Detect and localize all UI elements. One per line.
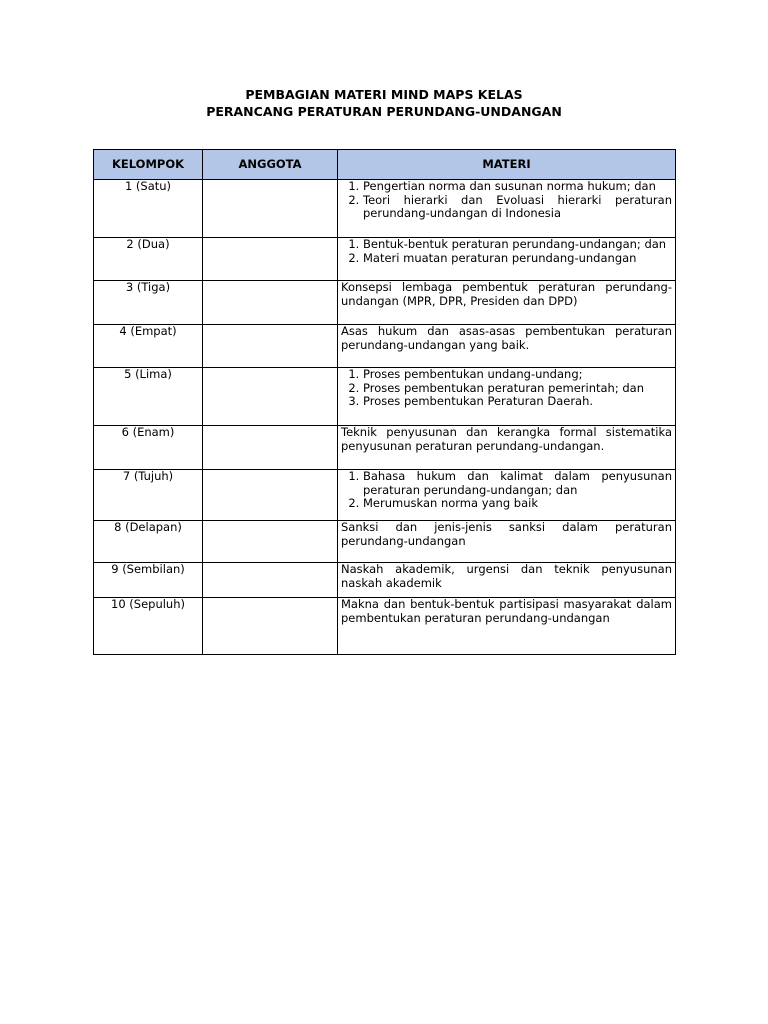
kelompok-cell: 4 (Empat) [94,325,203,368]
list-item: 2. Merumuskan norma yang baik [363,497,672,511]
list-item: 1. Bahasa hukum dan kalimat dalam penyusunan peraturan perundang-undangan; dan [363,470,672,497]
kelompok-cell: 10 (Sepuluh) [94,598,203,655]
table-row [94,180,676,238]
anggota-cell[interactable] [203,281,338,325]
table-row [94,521,676,563]
list-item: 1. Proses pembentukan undang-undang; [363,368,672,382]
materi-cell [338,563,676,598]
anggota-cell[interactable] [203,563,338,598]
table-header-row [94,150,676,180]
kelompok-cell: 6 (Enam) [94,426,203,470]
materi-table [93,149,676,655]
anggota-cell[interactable] [203,325,338,368]
anggota-cell[interactable] [203,238,338,281]
anggota-cell[interactable] [203,368,338,426]
list-item: 2. Proses pembentukan peraturan pemerintah; dan [363,382,672,396]
materi-cell [338,426,676,470]
materi-cell [338,325,676,368]
table-row [94,470,676,521]
materi-list [341,180,672,221]
anggota-cell[interactable] [203,180,338,238]
table-row [94,325,676,368]
materi-list [341,368,672,409]
kelompok-cell: 5 (Lima) [94,368,203,426]
table-row [94,238,676,281]
list-item: 3. Proses pembentukan Peraturan Daerah. [363,395,672,409]
anggota-cell[interactable] [203,426,338,470]
kelompok-cell: 9 (Sembilan) [94,563,203,598]
materi-cell [338,180,676,238]
list-item: 2. Materi muatan peraturan perundang-undangan [363,252,672,266]
page-title [0,86,768,120]
list-item: 1. Pengertian norma dan susunan norma hukum; dan [363,180,672,194]
table-row [94,563,676,598]
table-row [94,281,676,325]
materi-text: Konsepsi lembaga pembentuk peraturan perundang-undangan (MPR, DPR, Presiden dan DPD) [341,280,672,308]
table-body [94,180,676,655]
kelompok-cell: 3 (Tiga) [94,281,203,325]
anggota-cell[interactable] [203,598,338,655]
title-line-1: PEMBAGIAN MATERI MIND MAPS KELAS [245,87,523,102]
materi-list [341,470,672,511]
materi-text: Naskah akademik, urgensi dan teknik penyusunan naskah akademik [341,562,672,590]
materi-text: Makna dan bentuk-bentuk partisipasi masyarakat dalam pembentukan peraturan perundang-undangan [341,597,672,625]
materi-cell [338,598,676,655]
kelompok-cell: 8 (Delapan) [94,521,203,563]
kelompok-cell: 2 (Dua) [94,238,203,281]
table-row [94,426,676,470]
materi-cell [338,281,676,325]
header-materi: MATERI [338,150,676,180]
list-item: 2. Teori hierarki dan Evoluasi hierarki peraturan perundang-undangan di Indonesia [363,194,672,221]
anggota-cell[interactable] [203,521,338,563]
table-row [94,368,676,426]
materi-text: Sanksi dan jenis-jenis sanksi dalam peraturan perundang-undangan [341,520,672,548]
materi-list [341,238,672,265]
title-line-2: PERANCANG PERATURAN PERUNDANG-UNDANGAN [206,104,562,119]
anggota-cell[interactable] [203,470,338,521]
kelompok-cell: 1 (Satu) [94,180,203,238]
materi-cell [338,238,676,281]
materi-cell [338,368,676,426]
materi-cell [338,470,676,521]
header-kelompok: KELOMPOK [94,150,203,180]
kelompok-cell: 7 (Tujuh) [94,470,203,521]
list-item: 1. Bentuk-bentuk peraturan perundang-undangan; dan [363,238,672,252]
materi-text: Asas hukum dan asas-asas pembentukan peraturan perundang-undangan yang baik. [341,324,672,352]
materi-text: Teknik penyusunan dan kerangka formal sistematika penyusunan peraturan perundang-undangan. [341,425,672,453]
header-anggota: ANGGOTA [203,150,338,180]
table-row [94,598,676,655]
materi-cell [338,521,676,563]
